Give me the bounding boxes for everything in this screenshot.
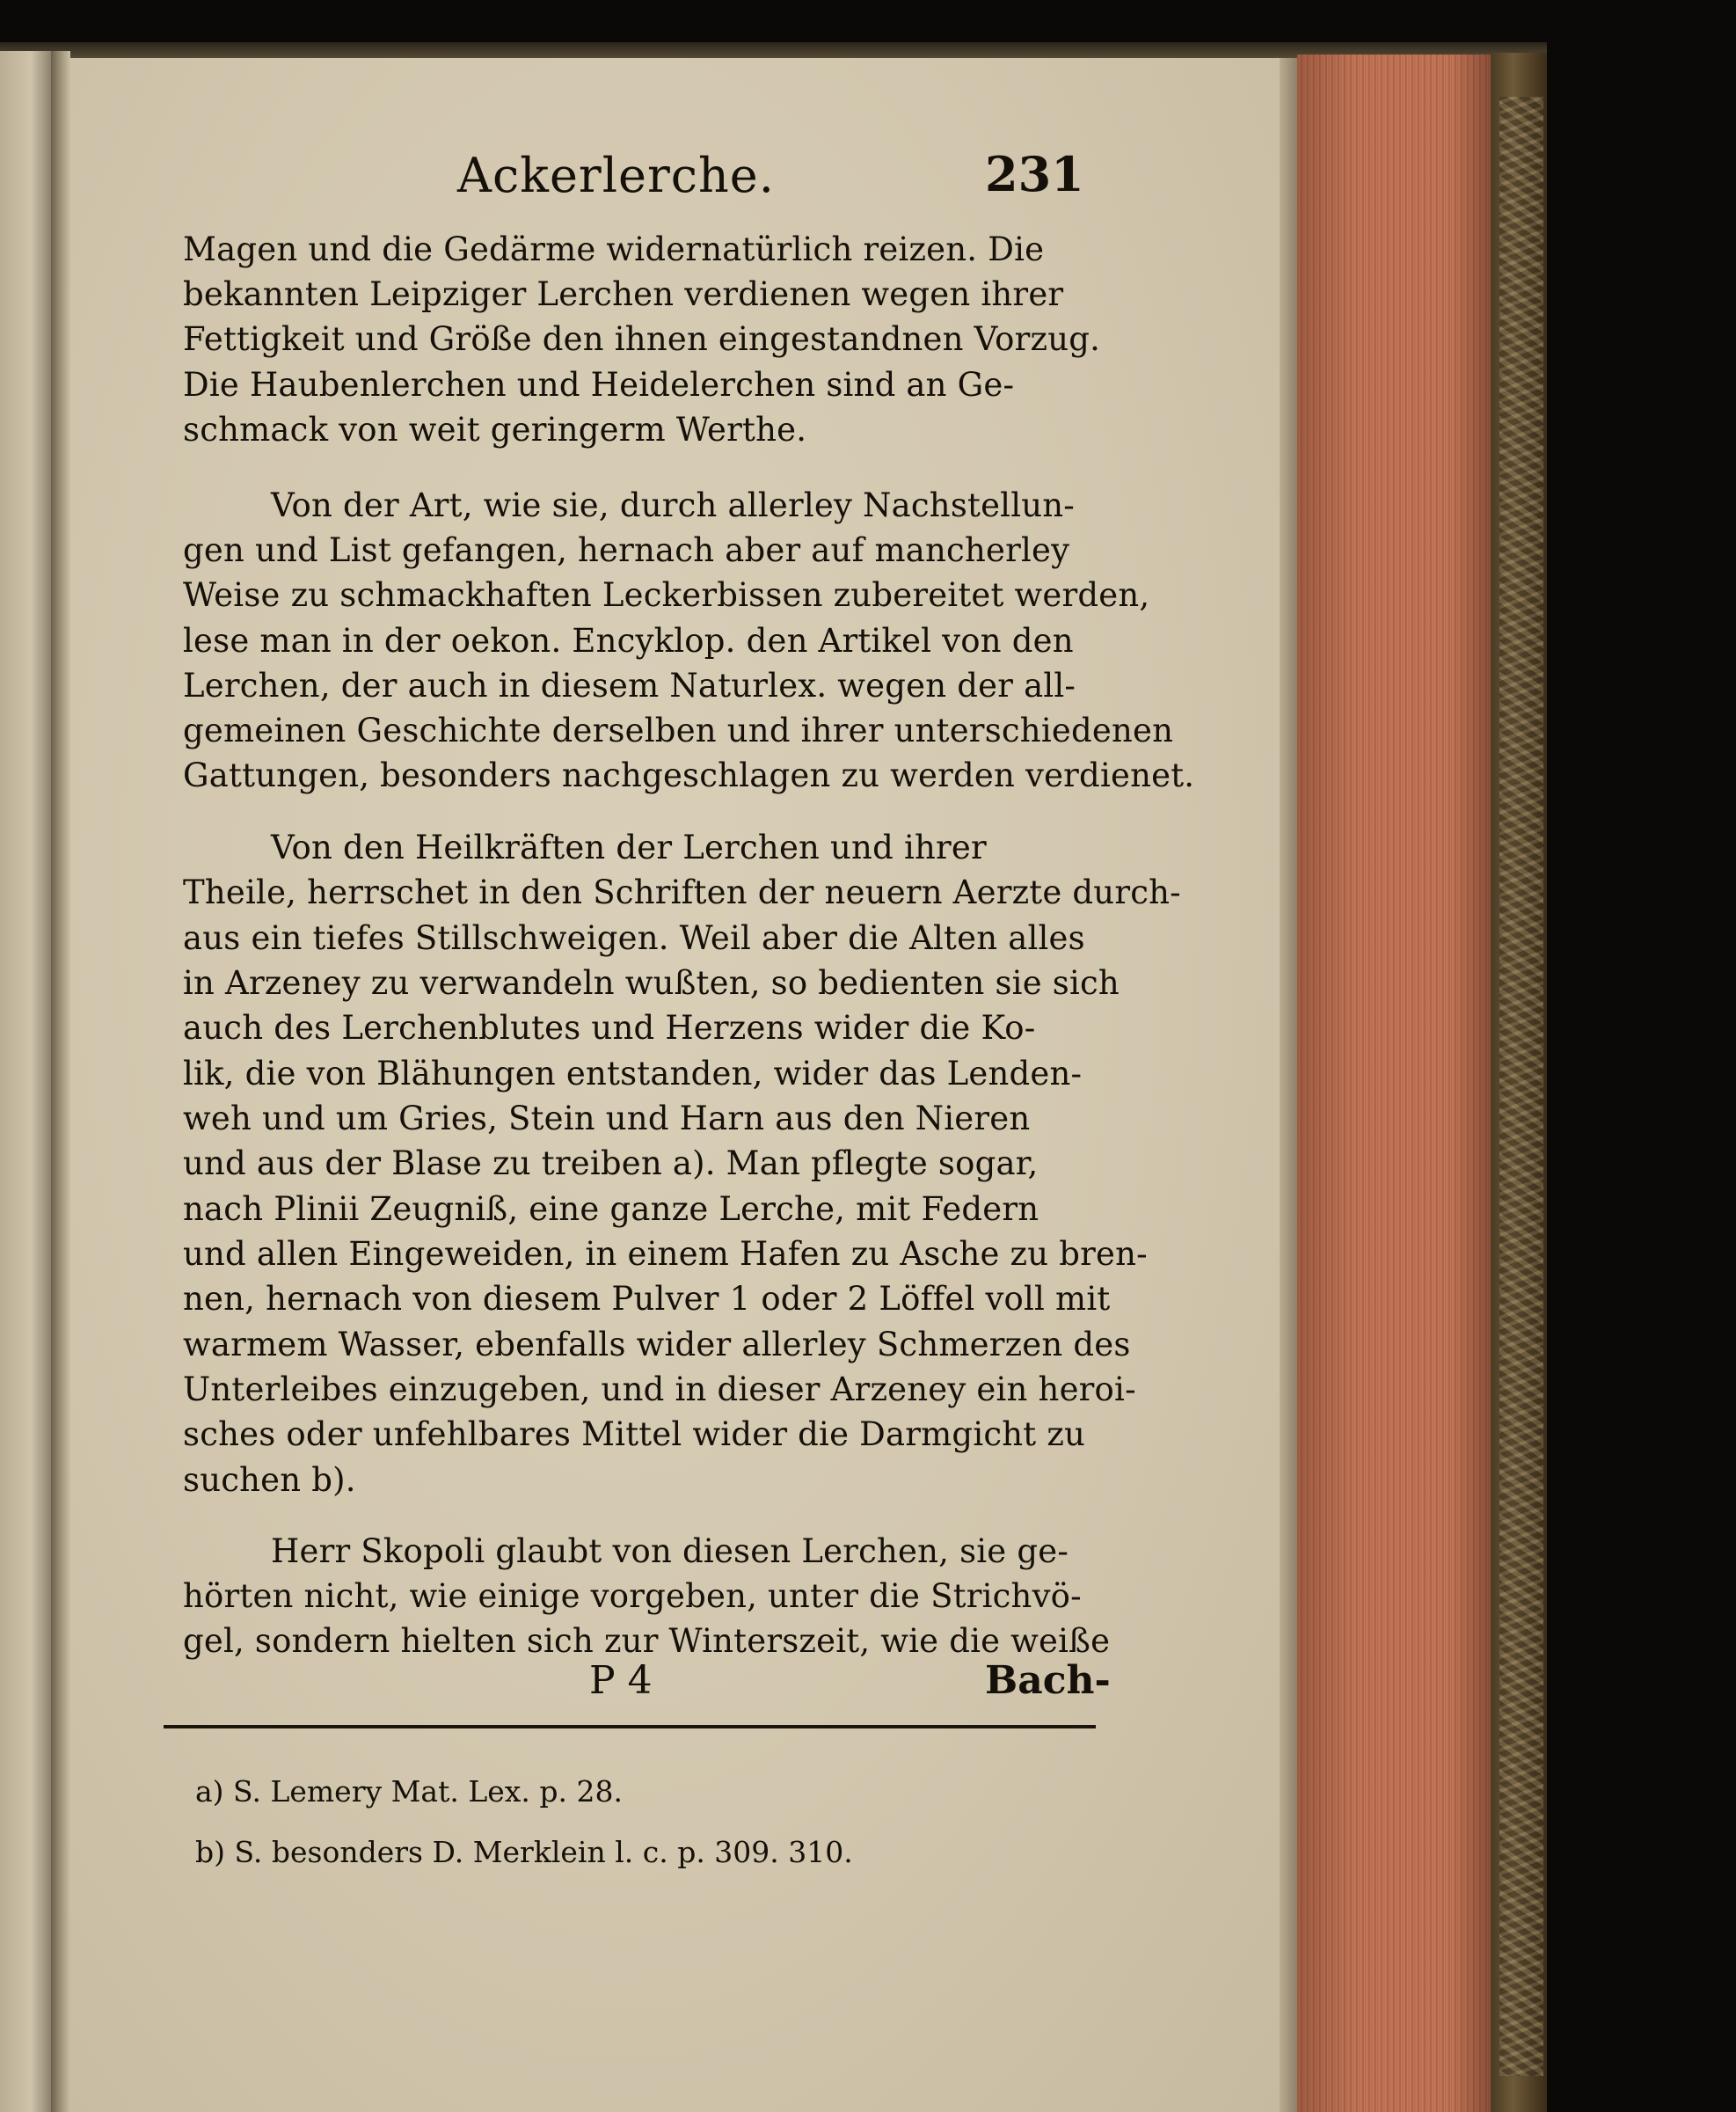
body-line: weh und um Gries, Stein und Harn aus den Nieren: [183, 1100, 1031, 1137]
body-line: Lerchen, der auch in diesem Naturlex. wegen der all-: [183, 667, 1076, 705]
body-line: gel, sondern hielten sich zur Winterszeit, wie die weiße: [183, 1622, 1111, 1660]
body-line: gemeinen Geschichte derselben und ihrer unterschiedenen: [183, 712, 1174, 749]
signature-mark: P 4: [589, 1658, 653, 1703]
body-line: und allen Eingeweiden, in einem Hafen zu Asche zu bren-: [183, 1235, 1148, 1273]
body-line: Gattungen, besonders nachgeschlagen zu werden verdienet.: [183, 756, 1195, 794]
body-line: hörten nicht, wie einige vorgeben, unter die Strichvö-: [183, 1577, 1082, 1615]
body-line: Weise zu schmackhaften Leckerbissen zubereitet werden,: [183, 576, 1150, 614]
body-line: bekannten Leipziger Lerchen verdienen wegen ihrer: [183, 275, 1064, 313]
body-line: und aus der Blase zu treiben a). Man pflegte sogar,: [183, 1144, 1039, 1182]
body-line: Die Haubenlerchen und Heidelerchen sind an Ge-: [183, 366, 1015, 404]
body-line: aus ein tiefes Stillschweigen. Weil aber die Alten alles: [183, 919, 1085, 957]
body-line: Unterleibes einzugeben, und in dieser Arzeney ein heroi-: [183, 1370, 1136, 1408]
body-line: Von der Art, wie sie, durch allerley Nachstellun-: [271, 486, 1076, 524]
body-line: Magen und die Gedärme widernatürlich reizen. Die: [183, 230, 1045, 268]
body-line: Fettigkeit und Größe den ihnen eingestandnen Vorzug.: [183, 320, 1101, 358]
page-number: 231: [985, 146, 1084, 202]
footnote: b) S. besonders D. Merklein l. c. p. 309. 310.: [195, 1835, 853, 1869]
body-line: auch des Lerchenblutes und Herzens wider die Ko-: [183, 1009, 1036, 1047]
body-line: gen und List gefangen, hernach aber auf mancherley: [183, 531, 1070, 569]
body-line: schmack von weit geringerm Werthe.: [183, 411, 807, 449]
body-line: sches oder unfehlbares Mittel wider die Darmgicht zu: [183, 1415, 1086, 1453]
body-line: Theile, herrschet in den Schriften der neuern Aerzte durch-: [183, 873, 1181, 911]
body-line: lik, die von Blähungen entstanden, wider das Lenden-: [183, 1055, 1083, 1093]
body-line: Von den Heilkräften der Lerchen und ihrer: [271, 829, 987, 866]
catchword: Bach-: [985, 1658, 1111, 1703]
page-edge-shadow: [1280, 58, 1297, 2112]
footnote: a) S. Lemery Mat. Lex. p. 28.: [195, 1774, 623, 1809]
left-page-edge: [0, 51, 51, 2112]
body-line: nen, hernach von diesem Pulver 1 oder 2 Löffel voll mit: [183, 1280, 1111, 1318]
body-line: in Arzeney zu verwandeln wußten, so bedienten sie sich: [183, 964, 1120, 1002]
gutter: [51, 51, 70, 2112]
body-line: nach Plinii Zeugniß, eine ganze Lerche, mit Federn: [183, 1190, 1039, 1228]
fore-edge-shade: [1297, 55, 1491, 2112]
body-line: Herr Skopoli glaubt von diesen Lerchen, sie ge-: [271, 1532, 1069, 1570]
running-title: Ackerlerche.: [457, 148, 775, 203]
marbled-board: [1499, 97, 1543, 2076]
footnote-rule: [164, 1725, 1096, 1728]
body-line: lese man in der oekon. Encyklop. den Artikel von den: [183, 622, 1074, 660]
body-line: suchen b).: [183, 1461, 356, 1499]
body-line: warmem Wasser, ebenfalls wider allerley Schmerzen des: [183, 1326, 1131, 1363]
